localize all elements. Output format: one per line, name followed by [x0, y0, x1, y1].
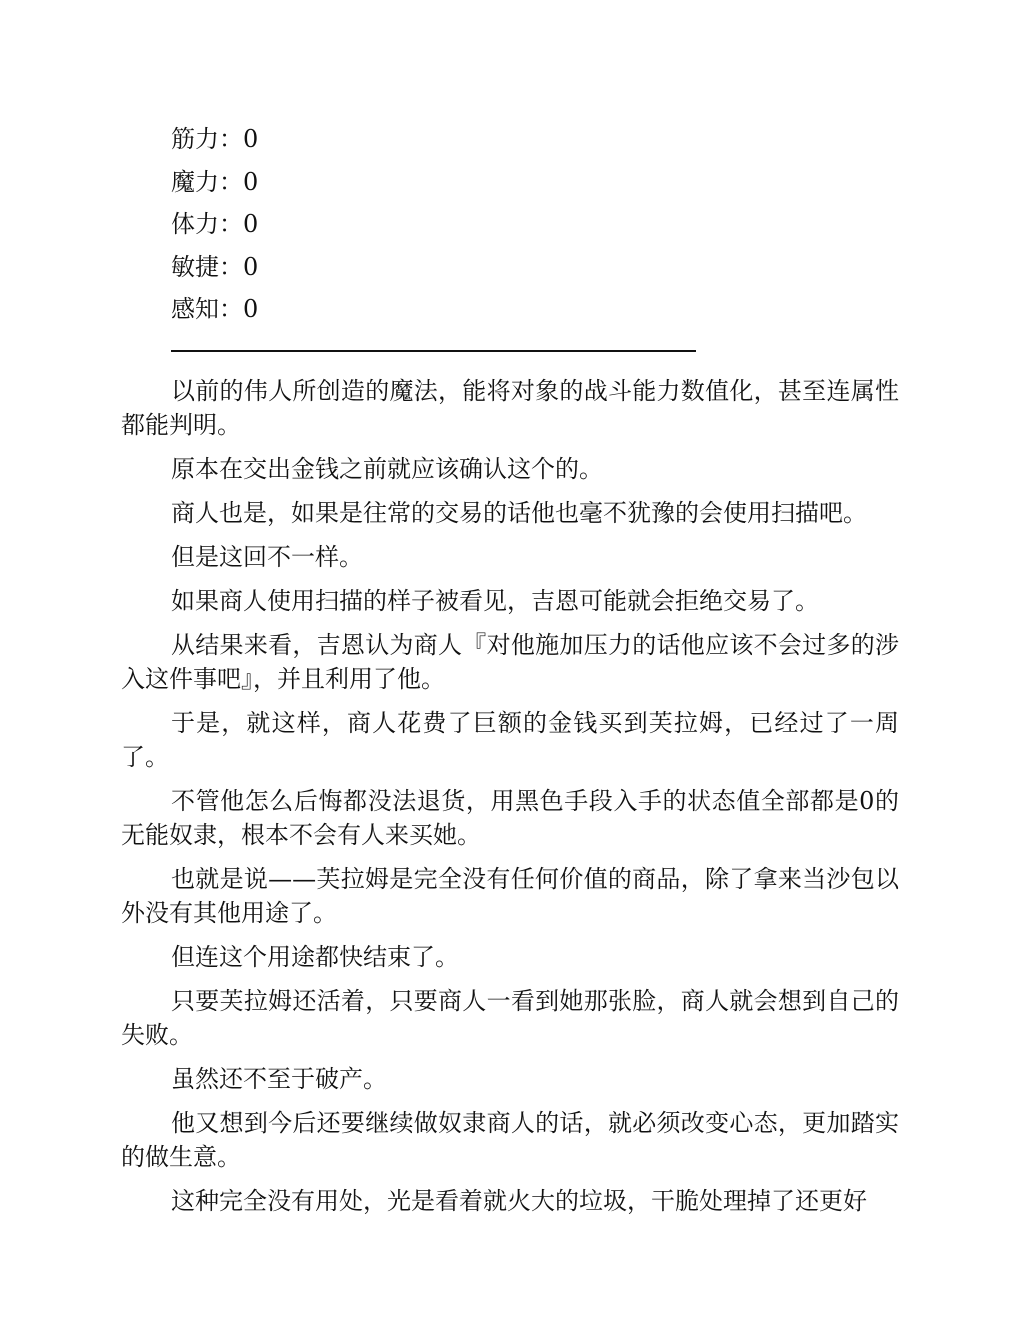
status-list: [171, 118, 711, 331]
stat-value: 0: [243, 210, 259, 238]
stat-perception: [171, 288, 711, 331]
paragraph: 以前的伟人所创造的魔法，能将对象的战斗能力数值化，甚至连属性都能判明。: [121, 377, 899, 439]
paragraph: 这种完全没有用处，光是看着就火大的垃圾，干脆处理掉了还更好: [171, 1187, 867, 1215]
paragraph: 于是，就这样，商人花费了巨额的金钱买到芙拉姆，已经过了一周了。: [121, 709, 899, 771]
stat-stamina: [171, 203, 711, 246]
stat-value: 0: [243, 252, 259, 281]
paragraph: 原本在交出金钱之前就应该确认这个的。: [171, 455, 603, 483]
stat-label: 体力：: [171, 210, 243, 238]
paragraph: 但是这回不一样。: [171, 543, 363, 571]
paragraph: 但连这个用途都快结束了。: [171, 943, 459, 971]
stat-value: 0: [243, 295, 259, 323]
section-divider: [171, 350, 696, 352]
stat-label: 感知：: [171, 295, 243, 323]
paragraph: 也就是说——芙拉姆是完全没有任何价值的商品，除了拿来当沙包以外没有其他用途了。: [121, 865, 899, 927]
stat-value: 0: [243, 125, 259, 153]
body-text: [121, 374, 899, 1228]
stat-label: 敏捷：: [171, 252, 243, 281]
paragraph: 商人也是，如果是往常的交易的话他也毫不犹豫的会使用扫描吧。: [171, 499, 867, 527]
stat-strength: [171, 118, 711, 161]
stat-label: 筋力：: [171, 125, 243, 153]
paragraph: 如果商人使用扫描的样子被看见，吉恩可能就会拒绝交易了。: [171, 587, 819, 615]
stat-agility: [171, 246, 711, 289]
stat-label: 魔力：: [171, 167, 243, 196]
paragraph: 虽然还不至于破产。: [171, 1065, 387, 1093]
paragraph: 从结果来看，吉恩认为商人『对他施加压力的话他应该不会过多的涉入这件事吧』，并且利用了他。: [121, 631, 899, 693]
stat-value: 0: [243, 167, 259, 196]
stat-magic: [171, 161, 711, 204]
paragraph: 只要芙拉姆还活着，只要商人一看到她那张脸，商人就会想到自己的失败。: [121, 987, 899, 1049]
paragraph: 不管他怎么后悔都没法退货，用黑色手段入手的状态值全部都是0的无能奴隶，根本不会有人来买她。: [121, 787, 899, 849]
paragraph: 他又想到今后还要继续做奴隶商人的话，就必须改变心态，更加踏实的做生意。: [121, 1109, 899, 1171]
